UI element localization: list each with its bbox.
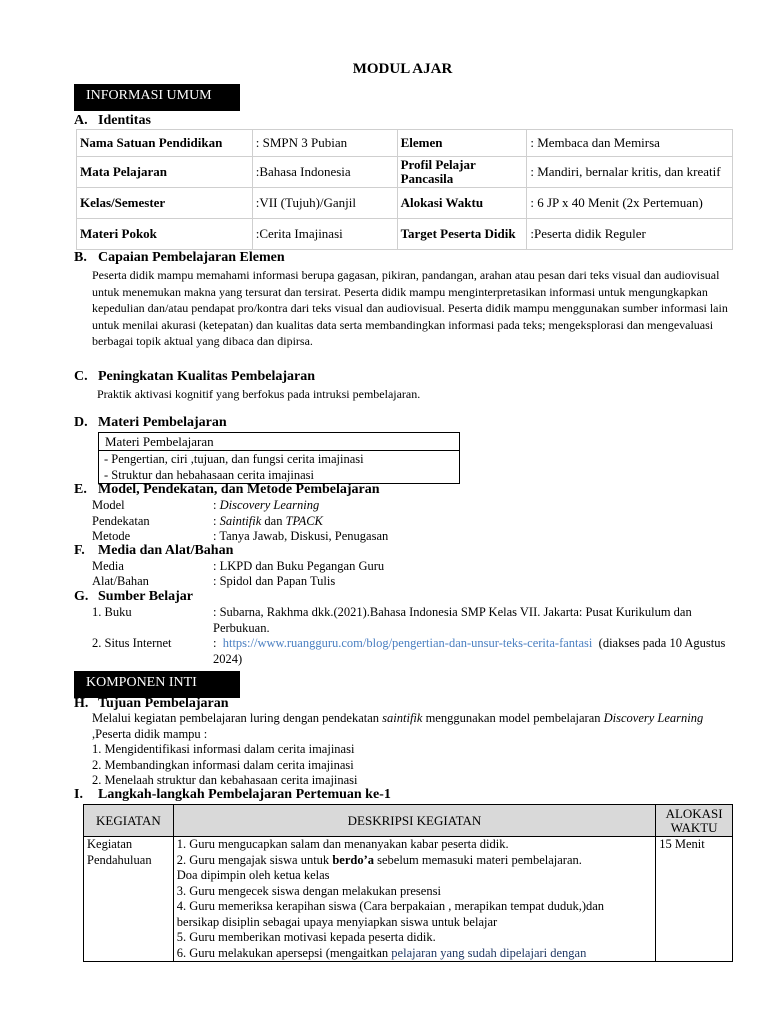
section-e-heading: [74, 482, 380, 498]
capaian-paragraph: Peserta didik mampu memahami informasi berupa gagasan, pikiran, pandangan, arahan atau pesan dari teks visual dan audiovisual untuk menemukan makna yang tersurat dan tersirat. Peserta didik mampu menginterpretasikan informasi untuk mengungkapkan kepedulian dan/atau pendapat pro/kontra dari teks visual dan audiovisual. Peserta didik mampu menggunakan sumber informasi lain untuk menilai akurasi (ketepatan) dan kualitas data serta membandingkan informasi pada teks; mengeksplorasi dan mengevaluasi berbagai topik aktual yang dibaca dan dipirsa.: [92, 268, 728, 348]
identity-label: Nama Satuan Pendidikan: [77, 130, 253, 157]
section-letter: D.: [74, 415, 88, 430]
alat-label: Alat/Bahan: [92, 574, 149, 588]
table-row: [77, 219, 733, 250]
steps-table: [83, 804, 733, 962]
identity-value: : 6 JP x 40 Menit (2x Pertemuan): [527, 188, 733, 219]
identity-value: : Membaca dan Memirsa: [527, 130, 733, 157]
step-line: 1. Guru mengucapkan salam dan menanyakan kabar peserta didik.: [176, 837, 509, 851]
section-letter: F.: [74, 543, 85, 558]
section-title: Media dan Alat/Bahan: [98, 543, 234, 558]
media-value: : LKPD dan Buku Pegangan Guru: [213, 559, 385, 573]
identity-value: :Peserta didik Reguler: [527, 219, 733, 250]
step-line-part: sebelum memasuki materi pembelajaran.: [373, 852, 582, 867]
section-letter: I.: [74, 787, 83, 802]
section-title: Capaian Pembelajaran Elemen: [98, 250, 285, 265]
section-f-heading: [74, 543, 233, 559]
colon: :: [213, 498, 220, 512]
identity-value: :Bahasa Indonesia: [252, 157, 397, 188]
step-line: 4. Guru memeriksa kerapihan siswa (Cara berpakaian , merapikan tempat duduk,)dan: [176, 899, 605, 913]
section-g-heading: [74, 589, 193, 605]
identity-label: Elemen: [397, 130, 527, 157]
tujuan-block: [92, 711, 732, 789]
identity-label: Alokasi Waktu: [397, 188, 527, 219]
goal-item: 2. Membandingkan informasi dalam cerita imajinasi: [92, 757, 354, 772]
identity-table: [76, 129, 733, 250]
tujuan-intro-d: Discovery Learning: [603, 711, 704, 725]
section-letter: A.: [74, 113, 88, 128]
tujuan-intro-c: menggunakan model pembelajaran: [422, 711, 604, 725]
situs-label: 2. Situs Internet: [92, 636, 172, 650]
identity-label: Target Peserta Didik: [397, 219, 527, 250]
table-header-row: [84, 805, 733, 837]
step-line: Doa dipimpin oleh ketua kelas: [176, 868, 330, 882]
waktu-cell: 15 Menit: [656, 837, 733, 962]
materi-header: Materi Pembelajaran: [99, 433, 459, 451]
identity-label: Mata Pelajaran: [77, 157, 253, 188]
identity-value: :VII (Tujuh)/Ganjil: [252, 188, 397, 219]
header-alokasi: ALOKASI WAKTU: [656, 805, 733, 837]
table-row: [77, 188, 733, 219]
metode-value: : Tanya Jawab, Diskusi, Penugasan: [213, 529, 389, 543]
section-c-heading: [74, 369, 315, 385]
buku-label: 1. Buku: [92, 605, 132, 619]
banner-komponen-inti: KOMPONEN INTI: [74, 671, 240, 698]
section-b-heading: [74, 250, 285, 266]
model-value: Discovery Learning: [219, 498, 320, 512]
step-line: [177, 946, 652, 962]
header-deskripsi: DESKRIPSI KEGIATAN: [173, 805, 655, 837]
section-h-heading: [74, 696, 229, 712]
tujuan-intro-b: saintifik: [382, 711, 423, 725]
table-row: [84, 837, 733, 962]
section-title: Tujuan Pembelajaran: [98, 696, 229, 711]
situs-link[interactable]: https://www.ruangguru.com/blog/pengertian-dan-unsur-teks-cerita-fantasi: [222, 636, 593, 650]
materi-item: - Struktur dan hebahasaan cerita imajinasi: [104, 468, 314, 482]
pendekatan-saintifik: Saintifik: [219, 514, 262, 528]
table-row: [77, 130, 733, 157]
step-line-part: pelajaran yang sudah dipelajari dengan: [391, 945, 587, 960]
step-line-part: 6. Guru melakukan apersepsi (mengaitkan: [176, 945, 392, 960]
section-letter: B.: [74, 250, 87, 265]
pendekatan-dan: dan: [264, 514, 283, 528]
header-kegiatan: KEGIATAN: [84, 805, 174, 837]
section-title: Sumber Belajar: [98, 589, 194, 604]
section-letter: H.: [74, 696, 89, 711]
identity-label: Profil Pelajar Pancasila: [397, 157, 527, 188]
goal-item: 2. Menelaah struktur dan kebahasaan cerita imajinasi: [92, 773, 358, 787]
identity-value: : SMPN 3 Pubian: [252, 130, 397, 157]
section-title: Peningkatan Kualitas Pembelajaran: [98, 369, 316, 384]
identity-label: Materi Pokok: [77, 219, 253, 250]
section-title: Langkah-langkah Pembelajaran Pertemuan ke-1: [98, 787, 391, 802]
goal-item: 1. Mengidentifikasi informasi dalam cerita imajinasi: [92, 742, 355, 756]
section-letter: C.: [74, 369, 88, 384]
tujuan-intro-a: Melalui kegiatan pembelajaran luring dengan pendekatan: [92, 711, 383, 725]
section-title: Materi Pembelajaran: [98, 415, 227, 430]
identity-value: : Mandiri, bernalar kritis, dan kreatif: [527, 157, 733, 188]
section-letter: G.: [74, 589, 89, 604]
kegiatan-cell: Kegiatan Pendahuluan: [84, 837, 174, 962]
alat-value: : Spidol dan Papan Tulis: [213, 574, 336, 588]
peningkatan-text: Praktik aktivasi kognitif yang berfokus pada intruksi pembelajaran.: [97, 387, 421, 401]
media-label: Media: [92, 559, 124, 573]
section-d-heading: [74, 415, 227, 431]
document-title: MODUL AJAR: [352, 61, 453, 77]
tujuan-intro: [92, 711, 732, 742]
situs-access: (diakses pada 10 Agustus 2024): [213, 636, 726, 666]
buku-value: : Subarna, Rakhma dkk.(2021).Bahasa Indonesia SMP Kelas VII. Jakarta: Pusat Kurikulum dan Perbukuan.: [213, 605, 692, 635]
step-line-bold: berdo’a: [332, 852, 374, 867]
step-line: 3. Guru mengecek siswa dengan melakukan presensi: [176, 883, 441, 898]
section-i-heading: [74, 787, 391, 803]
pendekatan-tpack: TPACK: [285, 514, 323, 528]
section-title: Model, Pendekatan, dan Metode Pembelajaran: [98, 482, 380, 497]
step-line-part: 2. Guru mengajak siswa untuk: [176, 852, 333, 867]
colon: :: [213, 514, 220, 528]
section-title: Identitas: [98, 113, 151, 128]
table-row: [77, 157, 733, 188]
metode-label: Metode: [92, 529, 131, 543]
banner-informasi-umum: INFORMASI UMUM: [74, 84, 240, 111]
materi-item: - Pengertian, ciri ,tujuan, dan fungsi cerita imajinasi: [104, 452, 364, 466]
tujuan-intro-e: ,Peserta didik mampu :: [92, 726, 208, 741]
pendekatan-label: Pendekatan: [92, 514, 150, 528]
section-a-heading: [74, 113, 151, 129]
deskripsi-cell: [173, 837, 655, 962]
step-line: 5. Guru memberikan motivasi kepada peserta didik.: [176, 930, 436, 944]
identity-value: :Cerita Imajinasi: [252, 219, 397, 250]
identity-label: Kelas/Semester: [77, 188, 253, 219]
step-line: bersikap disiplin sebagai upaya menyiapkan siswa untuk belajar: [176, 914, 498, 929]
colon: :: [213, 636, 217, 650]
model-label: Model: [92, 498, 125, 512]
section-letter: E.: [74, 482, 87, 497]
materi-box: [98, 432, 460, 484]
step-line: [177, 853, 652, 869]
